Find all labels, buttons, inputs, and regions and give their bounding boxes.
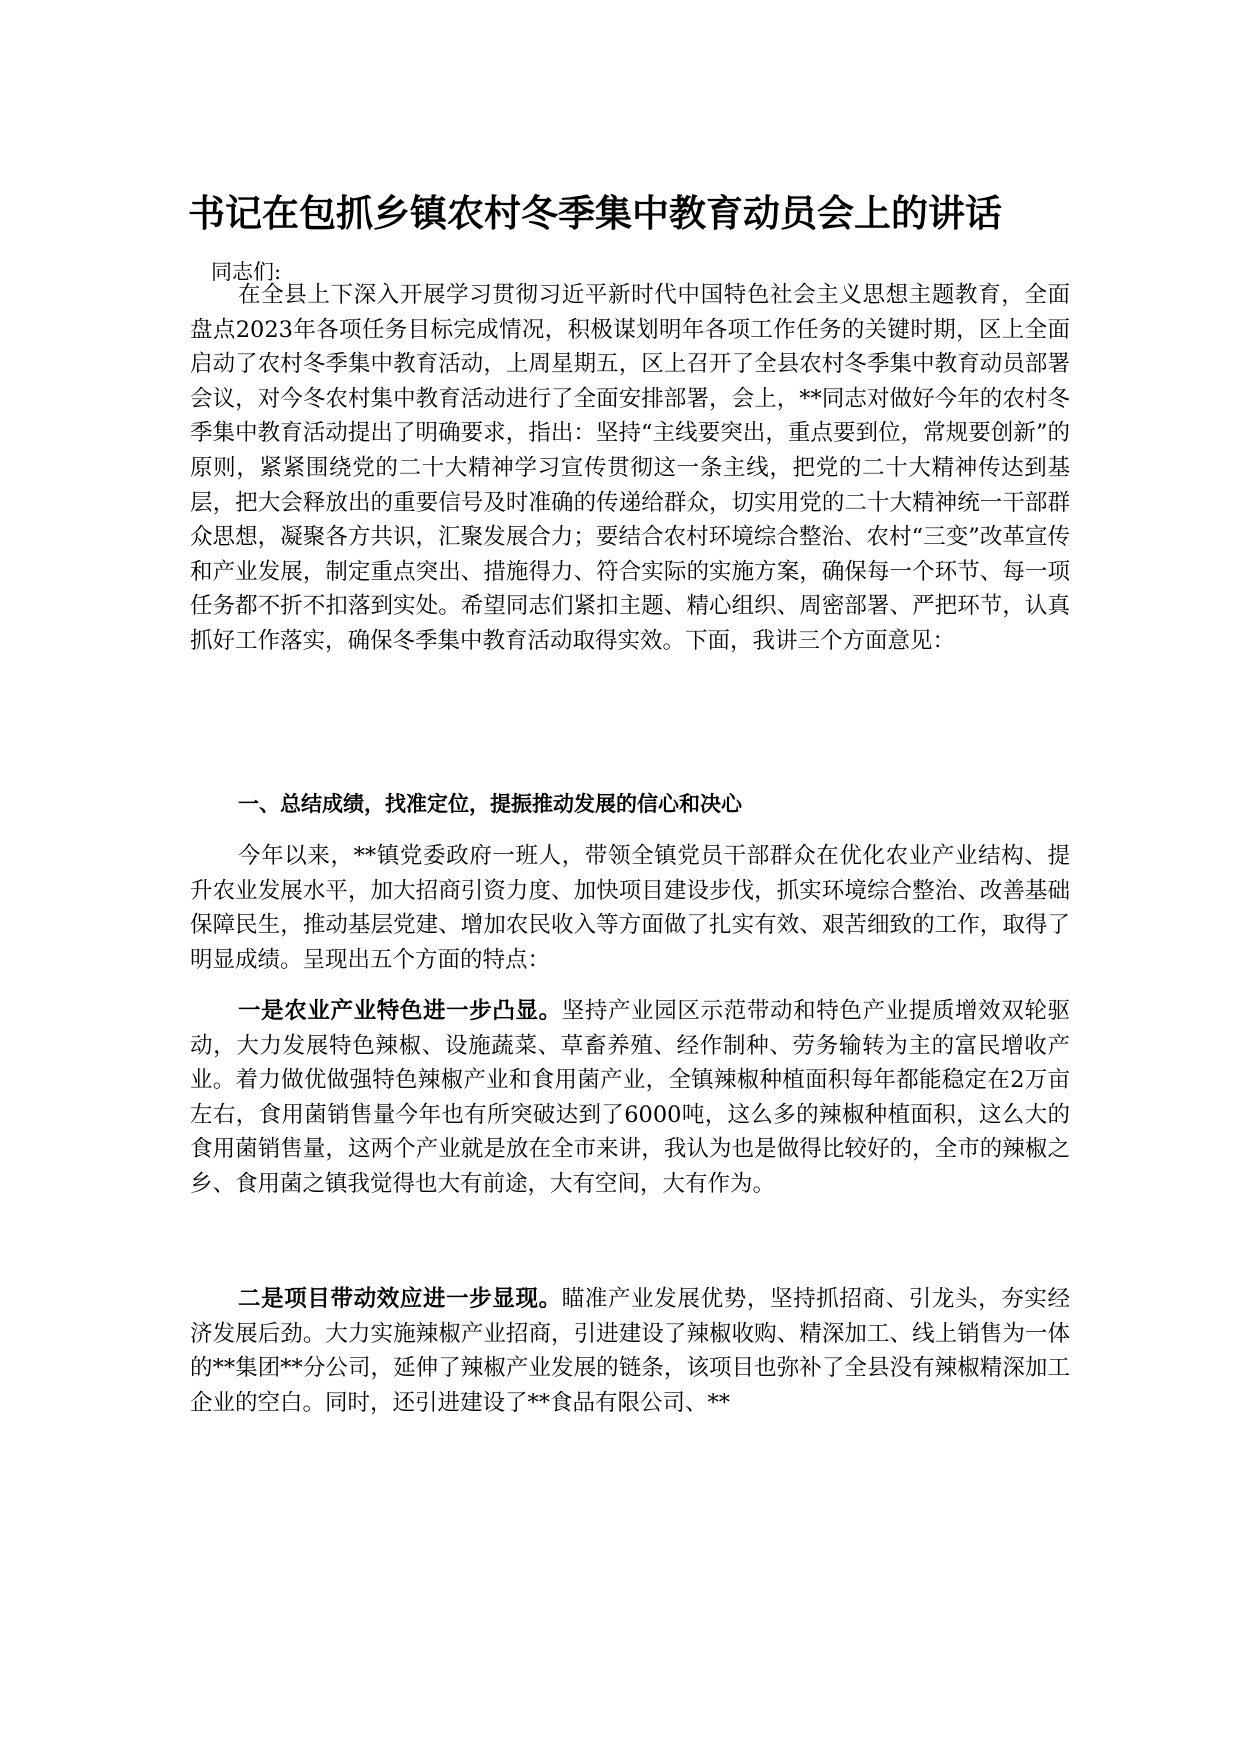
salutation: 同志们: [211,260,282,284]
point-2-text: 瞄准产业发展优势，坚持抓招商、引龙头，夯实经济发展后劲。大力实施辣椒产业招商，引进建设了辣椒收购、精深加工、线上销售为一体的**集团**分公司，延伸了辣椒产业发展的链条，该项目也弥补了全县没有辣椒精深加工企业的空白。同时，还引进建设了**食品有限公司、** [190,1286,1070,1416]
section-1-intro-paragraph: 今年以来，**镇党委政府一班人，带领全镇党员干部群众在优化农业产业结构、提升农业发展水平，加大招商引资力度、加快项目建设步伐，抓实环境综合整治、改善基础保障民生，推动基层党建、增加农民收入等方面做了扎实有效、艰苦细致的工作，取得了明显成绩。呈现出五个方面的特点： [190,843,1070,973]
point-1-text: 坚持产业园区示范带动和特色产业提质增效双轮驱动，大力发展特色辣椒、设施蔬菜、草畜养殖、经作制种、劳务输转为主的富民增收产业。着力做优做强特色辣椒产业和食用菌产业，全镇辣椒种植面积每年都能稳定在2万亩左右，食用菌销售量今年也有所突破达到了6000吨，这么多的辣椒种植面积，这么大的食用菌销售量，这两个产业就是放在全市来讲，我认为也是做得比较好的，全市的辣椒之乡、食用菌之镇我觉得也大有前途，大有空间，大有作为。 [190,998,1070,1197]
intro-paragraph: 在全县上下深入开展学习贯彻习近平新时代中国特色社会主义思想主题教育，全面盘点2023年各项任务目标完成情况，积极谋划明年各项工作任务的关键时期，区上全面启动了农村冬季集中教育活动，上周星期五，区上召开了全县农村冬季集中教育动员部署会议，对今冬农村集中教育活动进行了全面安排部署，会上，**同志对做好今年的农村冬季集中教育活动提出了明确要求，指出：坚持“主线要突出，重点要到位，常规要创新”的原则，紧紧围绕党的二十大精神学习宣传贯彻这一条主线，把党的二十大精神传达到基层，把大会释放出的重要信号及时准确的传递给群众，切实用党的二十大精神统一干部群众思想，凝聚各方共识，汇聚发展合力；要结合农村环境综合整治、农村“三变”改革宣传和产业发展，制定重点突出、措施得力、符合实际的实施方案，确保每一个环节、每一项任务都不折不扣落到实处。希望同志们紧扣主题、精心组织、周密部署、严把环节，认真抓好工作落实，确保冬季集中教育活动取得实效。下面，我讲三个方面意见： [190,282,1070,654]
point-2-paragraph [190,1282,1070,1420]
document-title: 书记在包抓乡镇农村冬季集中教育动员会上的讲话 [188,192,1002,235]
point-1-paragraph [190,994,1070,1202]
point-2-lead: 二是项目带动效应进一步显现。 [238,1286,562,1312]
section-heading-1: 一、总结成绩，找准定位，提振推动发展的信心和决心 [238,792,742,816]
point-1-lead: 一是农业产业特色进一步凸显。 [238,998,562,1024]
document-page [190,0,1070,1754]
